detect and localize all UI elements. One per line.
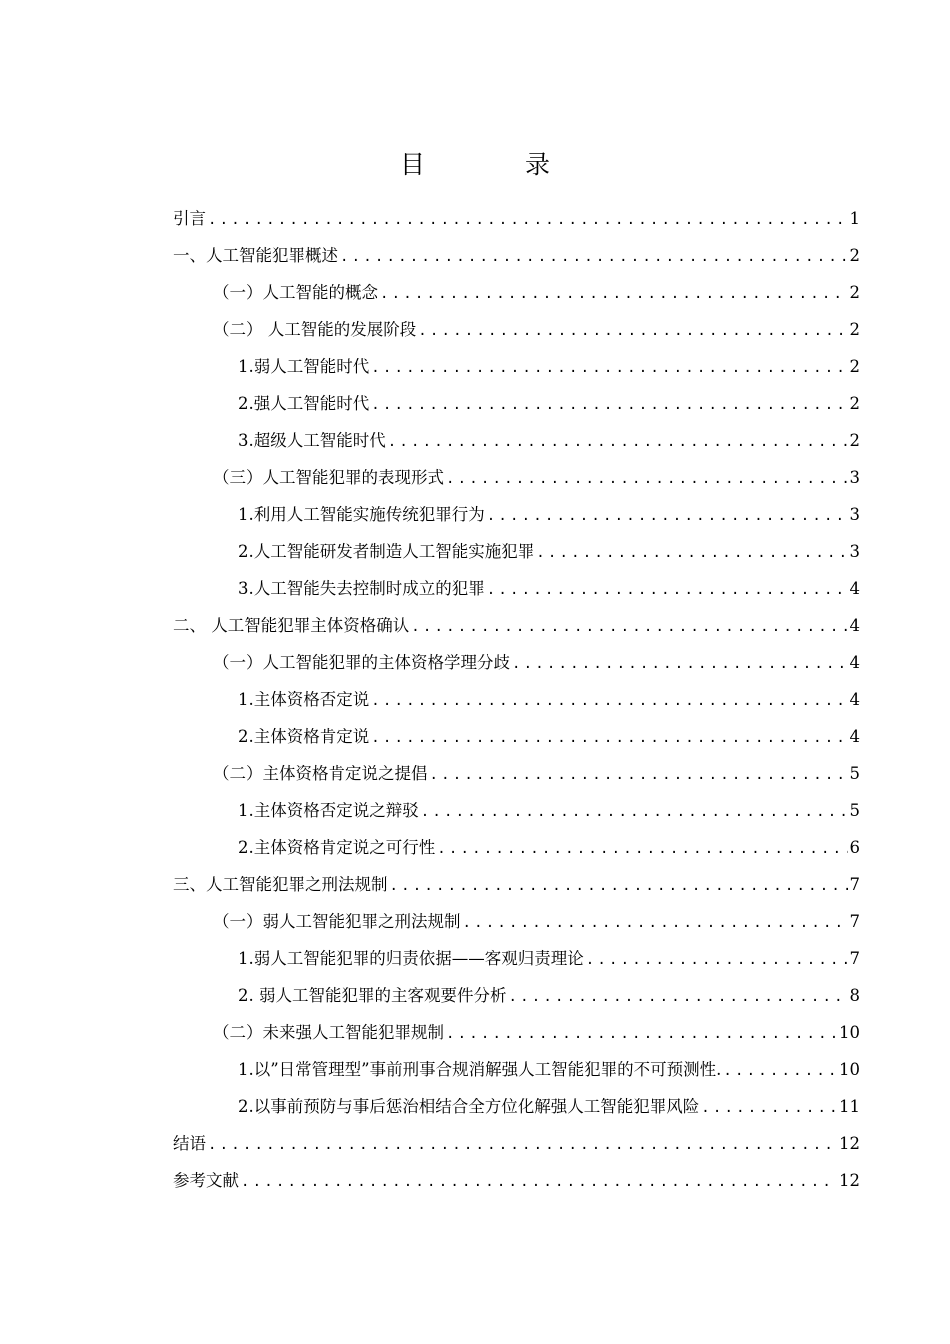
toc-entry-text: 结语 [173,1134,206,1153]
toc-leader-dots [340,239,848,276]
toc-entry-text: （二）主体资格肯定说之提倡 [213,764,428,783]
toc-entry[interactable] [173,237,860,274]
toc-entry-text: （一）人工智能的概念 [213,283,378,302]
toc-entry-page-number: 5 [849,764,860,783]
toc-entry-text: 1.以”日常管理型”事前刑事合规消解强人工智能犯罪的不可预测性. [238,1060,722,1079]
toc-entry[interactable] [173,1125,860,1162]
toc-leader-dots [371,387,847,424]
toc-entry-page-number: 1 [849,209,860,228]
toc-leader-dots [388,424,848,461]
toc-entry-text: 2.主体资格肯定说之可行性 [238,838,436,857]
toc-entry-text: （二） 人工智能的发展阶段 [213,320,417,339]
toc-leader-dots [371,683,847,720]
toc-entry-text: 3.超级人工智能时代 [238,431,386,450]
toc-entry-text: 1.主体资格否定说 [238,690,370,709]
toc-entry[interactable] [173,1088,860,1125]
toc-entry-text: 3.人工智能失去控制时成立的犯罪 [238,579,485,598]
toc-entry-page-number: 12 [839,1134,860,1153]
toc-entry[interactable] [173,348,860,385]
toc-entry[interactable] [173,903,860,940]
toc-entry-text: （一）人工智能犯罪的主体资格学理分歧 [213,653,510,672]
toc-entry-page-number: 11 [839,1097,860,1116]
toc-entry-text: 2.以事前预防与事后惩治相结合全方位化解强人工智能犯罪风险 [238,1097,700,1116]
toc-leader-dots [586,942,848,979]
toc-entry[interactable] [173,459,860,496]
toc-entry-text: 2. 弱人工智能犯罪的主客观要件分析 [238,986,507,1005]
toc-entry-page-number: 3 [849,468,860,487]
toc-entry-page-number: 7 [849,949,860,968]
toc-leader-dots [446,1016,837,1053]
toc-entry[interactable] [173,718,860,755]
toc-entry-text: （二）未来强人工智能犯罪规制 [213,1023,444,1042]
toc-leader-dots [208,1127,837,1164]
toc-entry-page-number: 4 [849,653,860,672]
toc-leader-dots [487,498,848,535]
toc-entry[interactable] [173,533,860,570]
toc-entry-text: 1.弱人工智能时代 [238,357,370,376]
toc-entry-text: 1.主体资格否定说之辩驳 [238,801,419,820]
toc-leader-dots [723,1053,837,1090]
toc-entry[interactable] [173,311,860,348]
toc-entry-page-number: 10 [839,1060,860,1079]
toc-entry-page-number: 3 [849,505,860,524]
toc-entry[interactable] [173,1162,860,1199]
toc-entry[interactable] [173,792,860,829]
toc-entry-page-number: 5 [849,801,860,820]
toc-entry-page-number: 4 [849,616,860,635]
toc-entry-page-number: 2 [849,283,860,302]
toc-leader-dots [371,350,847,387]
toc-leader-dots [390,868,848,905]
toc-leader-dots [512,646,848,683]
toc-entry-text: 1.弱人工智能犯罪的归责依据——客观归责理论 [238,949,584,968]
toc-entry-page-number: 2 [849,246,860,265]
toc-entry-page-number: 7 [849,875,860,894]
toc-leader-dots [701,1090,837,1127]
toc-leader-dots [411,609,847,646]
toc-entry-text: 一、人工智能犯罪概述 [173,246,338,265]
toc-entry-text: 2.主体资格肯定说 [238,727,370,746]
toc-entry-page-number: 4 [849,579,860,598]
toc-entry-page-number: 6 [849,838,860,857]
toc-leader-dots [380,276,848,313]
toc-entry[interactable] [173,644,860,681]
toc-entry-text: 2.人工智能研发者制造人工智能实施犯罪 [238,542,535,561]
toc-entry[interactable] [173,1051,860,1088]
toc-entry[interactable] [173,274,860,311]
toc-leader-dots [371,720,847,757]
toc-entry-page-number: 2 [849,394,860,413]
toc-leader-dots [463,905,848,942]
toc-entry[interactable] [173,200,860,237]
toc-entry[interactable] [173,755,860,792]
toc-entry[interactable] [173,940,860,977]
toc-entry[interactable] [173,570,860,607]
toc-entry[interactable] [173,607,860,644]
toc-entry-text: （三）人工智能犯罪的表现形式 [213,468,444,487]
toc-entry[interactable] [173,385,860,422]
toc-entry-page-number: 4 [849,690,860,709]
toc-entry-text: 1.利用人工智能实施传统犯罪行为 [238,505,485,524]
toc-leader-dots [241,1164,837,1201]
toc-entry-text: 参考文献 [173,1171,239,1190]
toc-leader-dots [430,757,848,794]
toc-entry[interactable] [173,829,860,866]
toc-entry-page-number: 7 [849,912,860,931]
toc-leader-dots [446,461,848,498]
toc-entry[interactable] [173,681,860,718]
toc-entry-page-number: 4 [849,727,860,746]
toc-entry-page-number: 2 [849,357,860,376]
toc-entry-text: 2.强人工智能时代 [238,394,370,413]
toc-list [173,200,860,1199]
toc-entry[interactable] [173,977,860,1014]
toc-entry[interactable] [173,496,860,533]
toc-entry-page-number: 2 [849,431,860,450]
toc-entry[interactable] [173,866,860,903]
toc-entry[interactable] [173,1014,860,1051]
toc-entry-page-number: 8 [849,986,860,1005]
toc-entry-page-number: 10 [839,1023,860,1042]
toc-entry-text: 引言 [173,209,206,228]
toc-entry-page-number: 3 [849,542,860,561]
toc-leader-dots [418,313,847,350]
toc-leader-dots [208,202,848,239]
toc-entry-text: 二、 人工智能犯罪主体资格确认 [173,616,410,635]
toc-entry-text: （一）弱人工智能犯罪之刑法规制 [213,912,461,931]
toc-entry-page-number: 2 [849,320,860,339]
toc-leader-dots [487,572,848,609]
toc-leader-dots [509,979,848,1016]
toc-entry-text: 三、人工智能犯罪之刑法规制 [173,875,388,894]
toc-entry[interactable] [173,422,860,459]
toc-leader-dots [536,535,847,572]
toc-title: 目 录 [400,150,596,179]
toc-leader-dots [437,831,847,868]
toc-leader-dots [421,794,848,831]
toc-entry-page-number: 12 [839,1171,860,1190]
